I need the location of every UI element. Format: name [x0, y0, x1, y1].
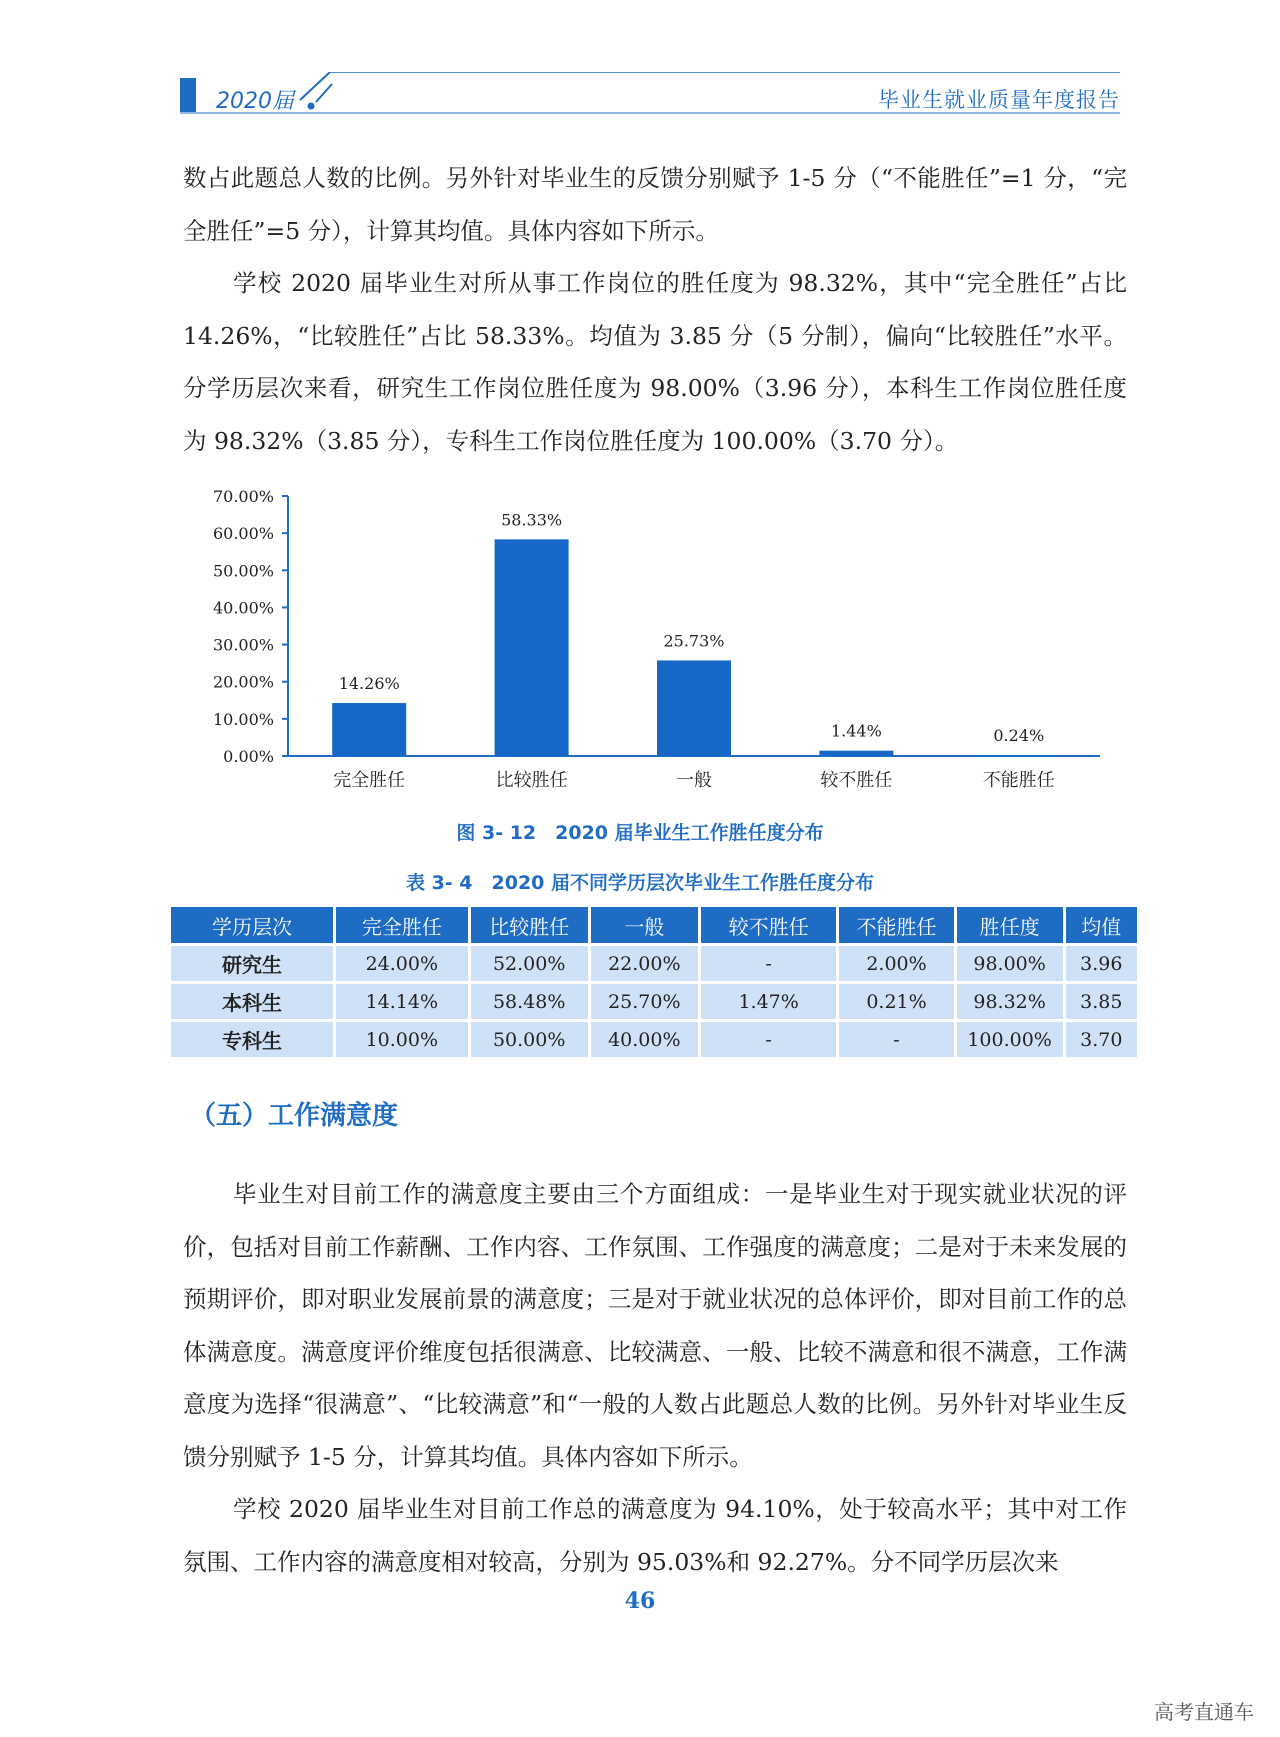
table-cell: 50.00%	[471, 1022, 588, 1057]
table-cell: -	[701, 946, 837, 981]
table-cell: 0.21%	[839, 984, 953, 1019]
table-header-cell: 比较胜任	[471, 907, 588, 943]
section-title: （五）工作满意度	[190, 1101, 399, 1131]
y-tick-label: 30.00%	[212, 635, 274, 655]
header-title: 毕业生就业质量年度报告	[878, 88, 1120, 112]
table-cell: 22.00%	[591, 946, 698, 981]
table-cell: 40.00%	[591, 1022, 698, 1057]
table-cell: 3.85	[1066, 984, 1137, 1019]
table-row	[171, 984, 1137, 1019]
table-header-cell: 完全胜任	[336, 907, 468, 943]
table-cell: 专科生	[171, 1022, 333, 1057]
table-row	[171, 1022, 1137, 1057]
table-header-row	[171, 907, 1137, 943]
table-header-cell: 学历层次	[171, 907, 333, 943]
bar	[819, 751, 893, 756]
bar	[495, 539, 569, 756]
y-tick-label: 50.00%	[212, 561, 274, 581]
y-tick-label: 0.00%	[223, 747, 274, 766]
paragraph-competency: 学校 2020 届毕业生对所从事工作岗位的胜任度为 98.32%，其中“完全胜任”占比 14.26%，“比较胜任”占比 58.33%。均值为 3.85 分（5 分制），偏向“比较胜任”水平。分学历层次来看，研究生工作岗位胜任度为 98.00%（3.96 分），本科生工作岗位胜任度为 98.32%（3.85 分），专科生工作岗位胜任度为 100.00%（3.70 分）。	[183, 269, 1127, 455]
table-cell: 1.47%	[701, 984, 837, 1019]
table-cell: 24.00%	[336, 946, 468, 981]
table-cell: 25.70%	[591, 984, 698, 1019]
table-cell: 10.00%	[336, 1022, 468, 1057]
watermark: 高考直通车	[1154, 1700, 1254, 1724]
bar-data-label: 25.73%	[663, 631, 725, 651]
table-cell: 3.70	[1066, 1022, 1137, 1057]
figure-caption: 图 3- 12 2020 届毕业生工作胜任度分布	[456, 822, 824, 844]
paragraph-satisfaction-result: 学校 2020 届毕业生对目前工作总的满意度为 94.10%，处于较高水平；其中对工作氛围、工作内容的满意度相对较高，分别为 95.03%和 92.27%。分不同学历层次来	[183, 1495, 1127, 1576]
table-header-cell: 不能胜任	[839, 907, 953, 943]
competency-bar-chart	[190, 480, 1110, 800]
table-cell: 52.00%	[471, 946, 588, 981]
bar	[332, 703, 406, 756]
y-tick-label: 20.00%	[212, 672, 274, 692]
table-caption: 表 3- 4 2020 届不同学历层次毕业生工作胜任度分布	[405, 872, 875, 894]
y-tick-label: 40.00%	[212, 598, 274, 618]
table-cell: 58.48%	[471, 984, 588, 1019]
bar	[982, 755, 1056, 756]
bar-data-label: 1.44%	[830, 721, 882, 741]
table-header-cell: 较不胜任	[701, 907, 837, 943]
header-accent-bar	[180, 78, 196, 112]
table-header-cell: 均值	[1066, 907, 1137, 943]
page-number: 46	[624, 1588, 656, 1614]
table-cell: 研究生	[171, 946, 333, 981]
header-year: 2020届	[216, 89, 294, 114]
table-cell: 2.00%	[839, 946, 953, 981]
y-tick-label: 70.00%	[212, 487, 274, 506]
table-header-cell: 一般	[591, 907, 698, 943]
table-cell: 3.96	[1066, 946, 1137, 981]
table-cell: -	[701, 1022, 837, 1057]
y-tick-label: 60.00%	[212, 524, 274, 544]
table-cell: -	[839, 1022, 953, 1057]
x-category-label: 较不胜任	[820, 770, 893, 791]
page-header	[180, 72, 1120, 114]
paragraph-intro: 数占此题总人数的比例。另外针对毕业生的反馈分别赋予 1-5 分（“不能胜任”=1 分，“完全胜任”=5 分），计算其均值。具体内容如下所示。	[183, 164, 1127, 245]
y-tick-label: 10.00%	[212, 709, 274, 729]
table-header-cell: 胜任度	[957, 907, 1063, 943]
paragraph-satisfaction: 毕业生对目前工作的满意度主要由三个方面组成：一是毕业生对于现实就业状况的评价，包括对目前工作薪酬、工作内容、工作氛围、工作强度的满意度；二是对于未来发展的预期评价，即对职业发展前景的满意度；三是对于就业状况的总体评价，即对目前工作的总体满意度。满意度评价维度包括很满意、比较满意、一般、比较不满意和很不满意，工作满意度为选择“很满意”、“比较满意”和“一般的人数占此题总人数的比例。另外针对毕业生反馈分别赋予 1-5 分，计算其均值。具体内容如下所示。	[183, 1180, 1127, 1471]
x-category-label: 一般	[676, 770, 712, 791]
bar-data-label: 0.24%	[993, 726, 1045, 746]
x-category-label: 完全胜任	[333, 770, 406, 791]
bar-data-label: 14.26%	[338, 674, 400, 694]
table-cell: 本科生	[171, 984, 333, 1019]
bar	[657, 660, 731, 756]
table-row	[171, 946, 1137, 981]
table-cell: 100.00%	[957, 1022, 1063, 1057]
x-category-label: 比较胜任	[495, 770, 568, 791]
competency-table	[168, 904, 1140, 1060]
table-cell: 98.32%	[957, 984, 1063, 1019]
table-cell: 14.14%	[336, 984, 468, 1019]
x-category-label: 不能胜任	[982, 770, 1055, 791]
table-cell: 98.00%	[957, 946, 1063, 981]
bar-data-label: 58.33%	[501, 510, 563, 530]
